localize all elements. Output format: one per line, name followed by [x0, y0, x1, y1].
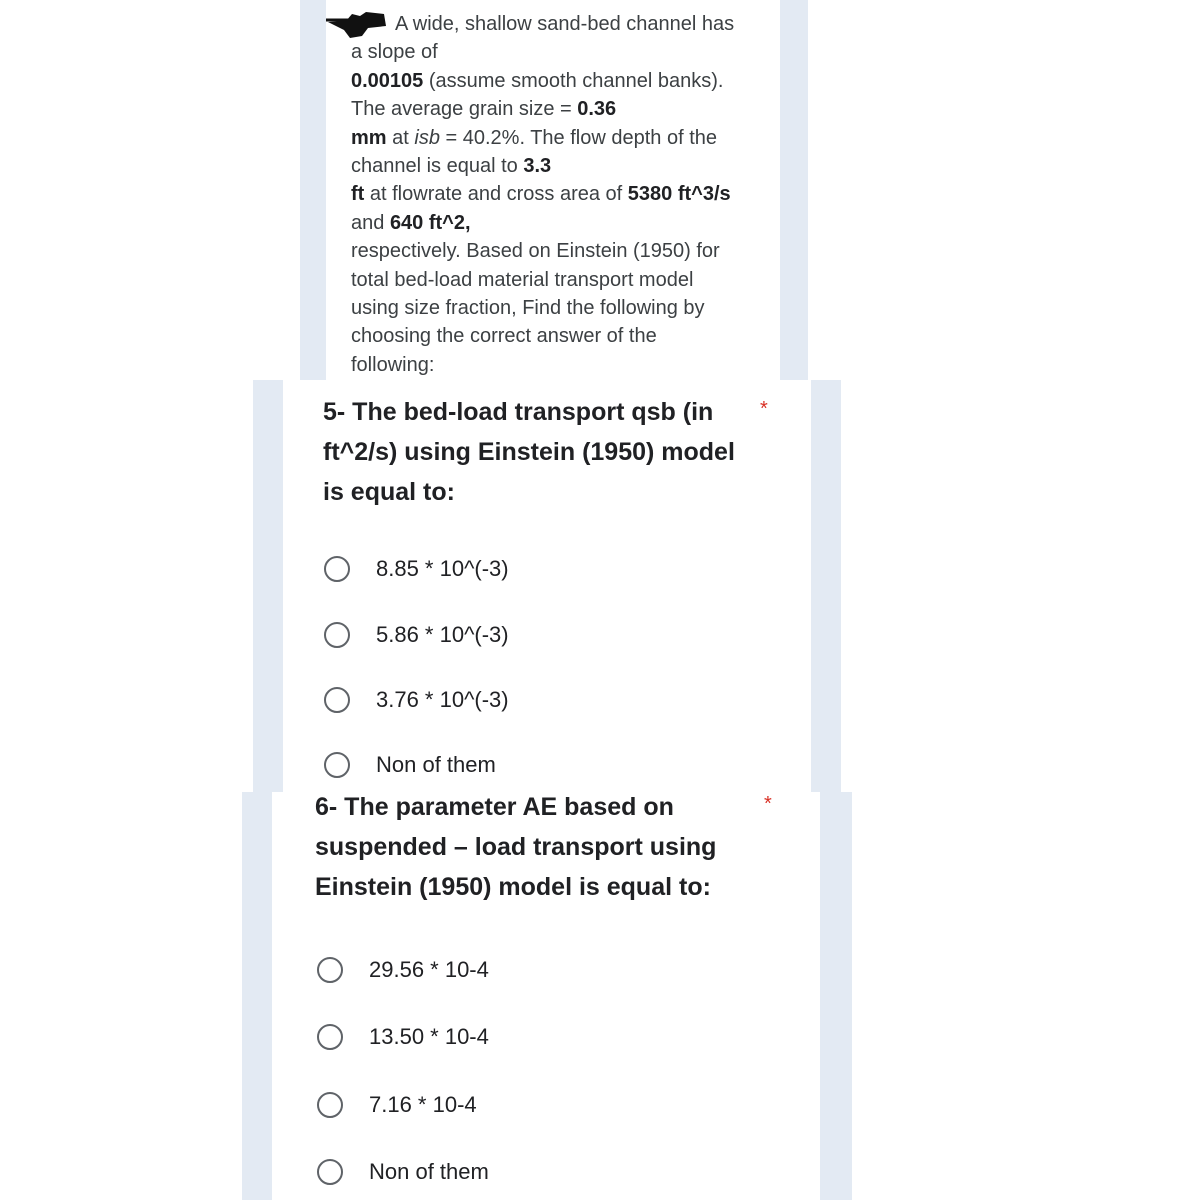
intro-text: using size fraction, Find the following by: [351, 297, 705, 320]
radio-button-icon[interactable]: [317, 1024, 343, 1050]
intro-text: (assume smooth channel banks).: [423, 69, 724, 92]
intro-line: [351, 266, 771, 294]
intro-text: channel is equal to: [351, 155, 524, 178]
intro-text: following:: [351, 353, 435, 376]
area-value: 640 ft^2,: [389, 211, 471, 234]
q5-option-2[interactable]: [324, 615, 509, 655]
question-title-line: is equal to:: [323, 478, 455, 506]
intro-line: [351, 124, 771, 152]
option-label: 13.50 * 10-4: [369, 1024, 489, 1049]
intro-line: [351, 10, 771, 38]
q6-option-3[interactable]: [317, 1085, 477, 1125]
grain-size-value: 0.36: [577, 98, 617, 121]
required-asterisk: *: [760, 398, 768, 420]
q5-option-3[interactable]: [324, 680, 509, 720]
radio-button-icon[interactable]: [324, 556, 350, 582]
intro-text: respectively. Based on Einstein (1950) for: [351, 240, 720, 263]
option-label: 7.16 * 10-4: [369, 1092, 477, 1117]
radio-button-icon[interactable]: [324, 752, 350, 778]
intro-line: [351, 294, 771, 322]
intro-text: and: [351, 211, 390, 234]
intro-text: total bed-load material transport model: [351, 268, 694, 291]
intro-line: [351, 152, 771, 180]
question-title-line: suspended – load transport using: [315, 833, 717, 861]
option-label: 29.56 * 10-4: [369, 957, 489, 982]
q5-option-4[interactable]: [324, 745, 496, 785]
isb-variable: isb: [414, 126, 440, 149]
radio-button-icon[interactable]: [324, 687, 350, 713]
slope-value: 0.00105: [351, 69, 424, 92]
intro-text: at: [386, 126, 415, 149]
q6-option-4[interactable]: [317, 1152, 489, 1192]
intro-line: [351, 180, 771, 208]
intro-text: = 40.2%. The flow depth of the: [439, 126, 717, 149]
radio-button-icon[interactable]: [324, 622, 350, 648]
intro-line: [351, 351, 771, 379]
depth-unit: ft: [351, 183, 365, 206]
question-6-title: [315, 787, 716, 907]
grain-size-unit: mm: [351, 126, 387, 149]
intro-text: at flowrate and cross area of: [364, 183, 628, 206]
depth-value: 3.3: [523, 155, 552, 178]
intro-line: [351, 209, 771, 237]
flowrate-value: 5380 ft^3/s: [627, 183, 731, 206]
option-label: Non of them: [376, 752, 496, 777]
intro-text: A wide, shallow sand-bed channel has: [395, 13, 735, 35]
option-label: 8.85 * 10^(-3): [376, 556, 509, 581]
intro-line: [351, 67, 771, 95]
intro-line: [351, 322, 771, 350]
intro-text: The average grain size =: [351, 98, 578, 121]
required-asterisk: *: [764, 793, 772, 815]
radio-button-icon[interactable]: [317, 1092, 343, 1118]
option-label: 5.86 * 10^(-3): [376, 622, 509, 647]
radio-button-icon[interactable]: [317, 1159, 343, 1185]
q5-option-1[interactable]: [324, 549, 509, 589]
intro-text: choosing the correct answer of the: [351, 325, 657, 348]
intro-line: [351, 237, 771, 265]
intro-line: [351, 95, 771, 123]
problem-description: [351, 10, 771, 379]
question-title-line: 5- The bed-load transport qsb (in: [323, 398, 714, 426]
radio-button-icon[interactable]: [317, 957, 343, 983]
q6-option-1[interactable]: [317, 950, 489, 990]
question-title-line: Einstein (1950) model is equal to:: [315, 873, 711, 901]
intro-text: a slope of: [351, 41, 438, 64]
option-label: 3.76 * 10^(-3): [376, 687, 509, 712]
q6-option-2[interactable]: [317, 1017, 489, 1057]
question-title-line: 6- The parameter AE based on: [315, 793, 674, 821]
question-5-title: [323, 392, 735, 512]
option-label: Non of them: [369, 1159, 489, 1184]
intro-line: [351, 38, 771, 66]
question-title-line: ft^2/s) using Einstein (1950) model: [323, 438, 735, 466]
